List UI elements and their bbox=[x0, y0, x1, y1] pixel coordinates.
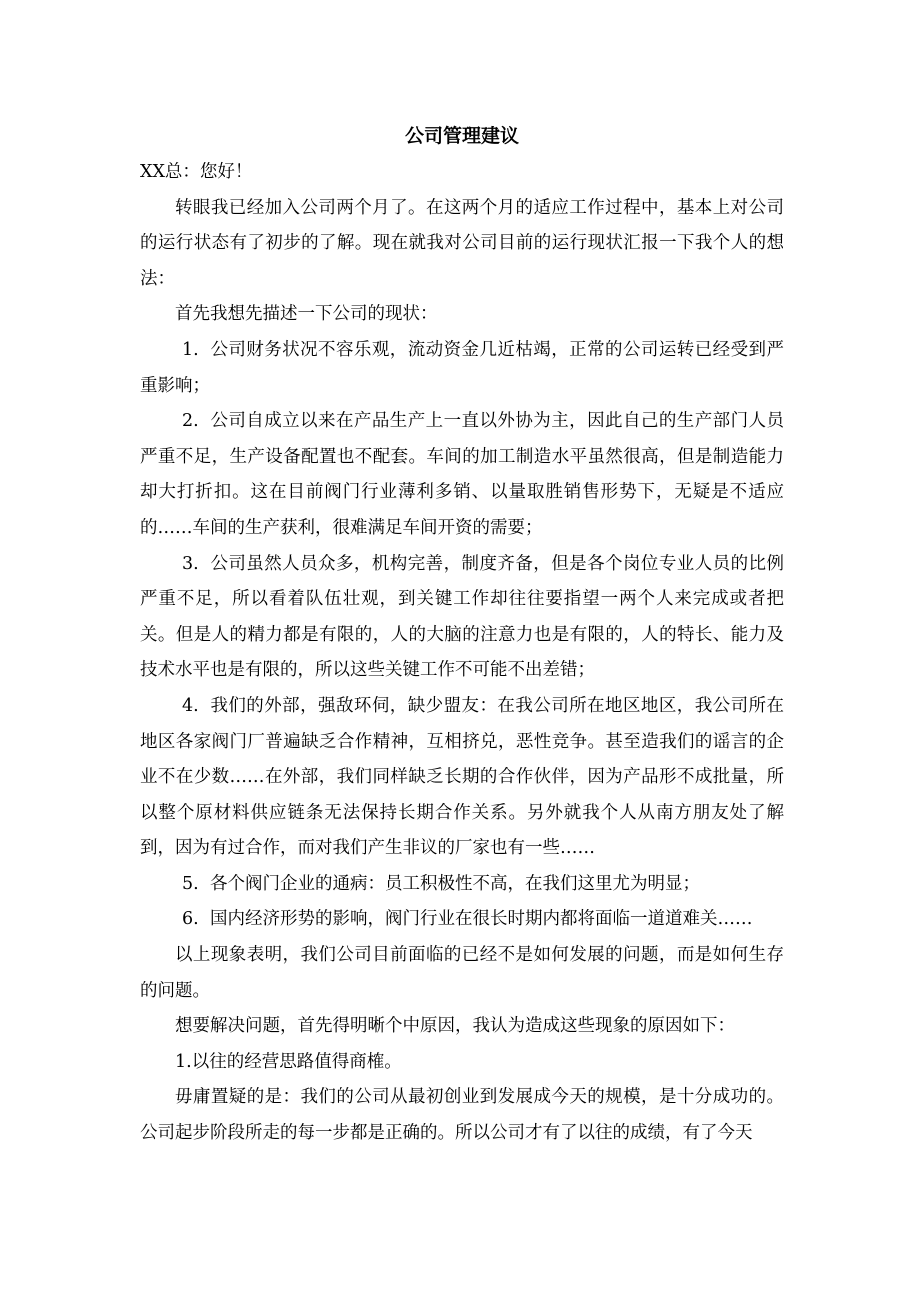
status-item-number: 2. bbox=[182, 411, 199, 432]
document-body bbox=[140, 118, 784, 1152]
status-item-text: 各个阀门企业的通病：员工积极性不高，在我们这里尤为明显； bbox=[210, 873, 700, 894]
status-item bbox=[140, 902, 784, 938]
status-intro: 首先我想先描述一下公司的现状： bbox=[175, 304, 438, 325]
status-item-text: 国内经济形势的影响，阀门行业在很长时期内都将面临一道道难关…… bbox=[210, 909, 753, 930]
status-item-number: 5. bbox=[182, 873, 199, 894]
status-item bbox=[140, 689, 784, 867]
cause-detail-paragraph: 毋庸置疑的是：我们的公司从最初创业到发展成今天的规模，是十分成功的。公司起步阶段所走的每一步都是正确的。所以公司才有了以往的成绩，有了今天 bbox=[140, 1087, 784, 1144]
status-item bbox=[140, 547, 784, 689]
status-item-number: 6. bbox=[182, 909, 199, 930]
cause-item-text: 以往的经营思路值得商榷。 bbox=[191, 1051, 402, 1072]
status-item-number: 1. bbox=[182, 339, 199, 360]
cause-intro: 想要解决问题，首先得明晰个中原因，我认为造成这些现象的原因如下： bbox=[175, 1016, 735, 1037]
status-item-number: 3. bbox=[182, 553, 199, 574]
cause-item bbox=[140, 1045, 784, 1081]
cause-item-number: 1. bbox=[175, 1051, 192, 1072]
document-title: 公司管理建议 bbox=[404, 125, 519, 147]
status-item-text: 我们的外部，强敌环伺，缺少盟友：在我公司所在地区地区，我公司所在地区各家阀门厂普遍缺乏合作精神，互相挤兑，恶性竞争。甚至造我们的谣言的企业不在少数……在外部，我们同样缺乏长期的合作伙伴，因为产品形不成批量，所以整个原材料供应链条无法保持长期合作关系。另外就我个人从南方朋友处了解到，因为有过合作，而对我们产生非议的厂家也有一些…… bbox=[140, 695, 784, 859]
status-item bbox=[140, 404, 784, 546]
status-item-text: 公司自成立以来在产品生产上一直以外协为主，因此自己的生产部门人员严重不足，生产设备配置也不配套。车间的加工制造水平虽然很高，但是制造能力却大打折扣。这在目前阀门行业薄利多销、以量取胜销售形势下，无疑是不适应的……车间的生产获利，很难满足车间开资的需要； bbox=[140, 411, 784, 538]
status-item bbox=[140, 333, 784, 404]
status-item-text: 公司虽然人员众多，机构完善，制度齐备，但是各个岗位专业人员的比例严重不足，所以看着队伍壮观，到关键工作却往往要指望一两个人来完成或者把关。但是人的精力都是有限的，人的大脑的注意力也是有限的，人的特长、能力及技术水平也是有限的，所以这些关键工作不可能不出差错； bbox=[140, 553, 784, 681]
status-item-number: 4. bbox=[182, 695, 199, 716]
intro-paragraph: 转眼我已经加入公司两个月了。在这两个月的适应工作过程中，基本上对公司的运行状态有了初步的了解。现在就我对公司目前的运行现状汇报一下我个人的想法： bbox=[140, 197, 784, 289]
status-item bbox=[140, 867, 784, 903]
status-item-text: 公司财务状况不容乐观，流动资金几近枯竭，正常的公司运转已经受到严重影响； bbox=[140, 339, 784, 396]
conclusion-paragraph: 以上现象表明，我们公司目前面临的已经不是如何发展的问题，而是如何生存的问题。 bbox=[140, 945, 784, 1001]
greeting: XX总：您好！ bbox=[140, 162, 253, 182]
